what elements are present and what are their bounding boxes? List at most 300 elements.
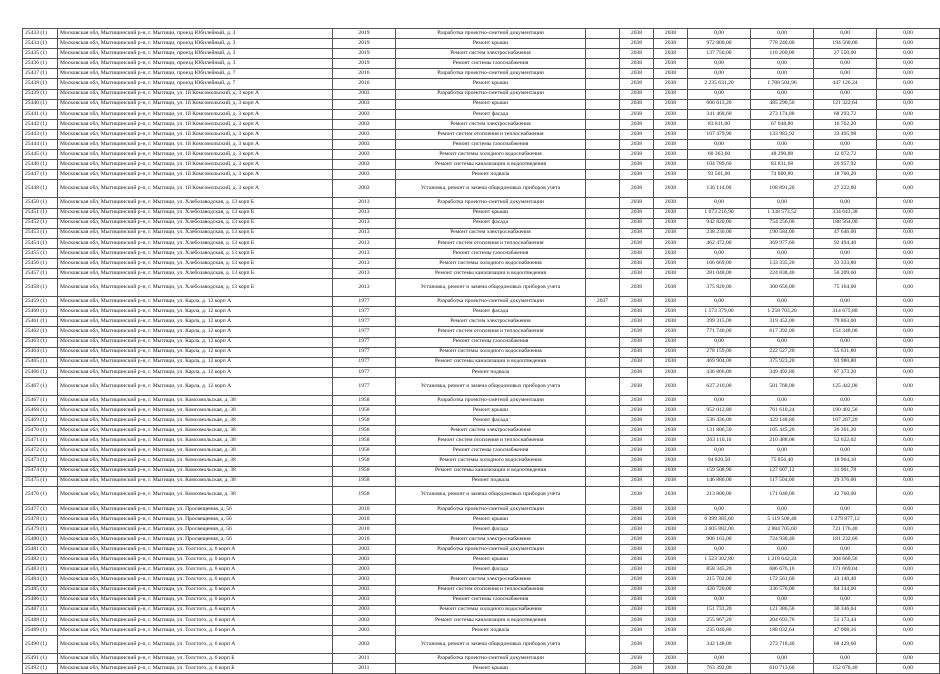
other-cost-cell: 0,00 — [877, 653, 940, 663]
end-year-cell: 2038 — [654, 416, 688, 426]
total-cost-cell: 137 750,00 — [688, 49, 751, 59]
table-row — [23, 279, 940, 297]
address-cell: Московская обл, Мытищинский р-н, г. Мытищи, ул. Карла, д. 12 корп А — [58, 367, 333, 377]
address-cell: Московская обл, Мытищинский р-н, г. Мытищи, ул. Хлебозаводская, д. 13 корп Б — [58, 238, 333, 248]
fund-cost-cell: 349 492,80 — [751, 367, 814, 377]
other-cost-cell: 0,00 — [877, 575, 940, 585]
table-row — [23, 377, 940, 395]
total-cost-cell: 462 472,00 — [688, 238, 751, 248]
other-cost-cell: 0,00 — [877, 555, 940, 565]
row-id-cell: 25453 (1) — [23, 228, 58, 238]
row-id-cell: 25464 (1) — [23, 347, 58, 357]
table-row — [23, 337, 940, 347]
table-row — [23, 595, 940, 605]
other-cost-cell: 0,00 — [877, 119, 940, 129]
plan-year-cell — [586, 595, 620, 605]
end-year-cell: 2038 — [654, 129, 688, 139]
plan-year-cell — [586, 49, 620, 59]
address-cell: Московская обл, Мытищинский р-н, г. Мытищи, ул. Толстого, д. 6 корп А — [58, 625, 333, 635]
plan-year-cell — [586, 545, 620, 555]
plan-year-cell — [586, 129, 620, 139]
plan-year-cell — [586, 279, 620, 297]
address-cell: Московская обл, Мытищинский р-н, г. Мытищи, ул. Карла, д. 12 корп А — [58, 337, 333, 347]
other-cost-cell: 0,00 — [877, 337, 940, 347]
table-row — [23, 307, 940, 317]
start-year-cell: 2038 — [620, 565, 654, 575]
work-type-cell: Ремонт фасада — [396, 218, 586, 228]
end-year-cell: 2038 — [654, 49, 688, 59]
row-id-cell: 25443 (1) — [23, 129, 58, 139]
fund-cost-cell: 0,00 — [751, 395, 814, 405]
work-type-cell: Разработка проектно-сметной документации — [396, 504, 586, 514]
build-year-cell: 1958 — [333, 426, 396, 436]
total-cost-cell: 0,00 — [688, 446, 751, 456]
total-cost-cell: 858 345,20 — [688, 565, 751, 575]
build-year-cell: 2003 — [333, 585, 396, 595]
row-id-cell: 25467 (1) — [23, 377, 58, 395]
capital-repair-table — [22, 28, 940, 674]
total-cost-cell: 972 800,00 — [688, 39, 751, 49]
table-row — [23, 504, 940, 514]
fund-cost-cell: 0,00 — [751, 59, 814, 69]
build-year-cell: 1958 — [333, 416, 396, 426]
build-year-cell: 2010 — [333, 514, 396, 524]
owners-cost-cell: 93 980,80 — [814, 357, 877, 367]
total-cost-cell: 342 148,00 — [688, 635, 751, 653]
start-year-cell: 2038 — [620, 180, 654, 198]
end-year-cell: 2038 — [654, 180, 688, 198]
plan-year-cell — [586, 555, 620, 565]
owners-cost-cell: 0,00 — [814, 395, 877, 405]
total-cost-cell: 3 605 882,00 — [688, 524, 751, 534]
row-id-cell: 25462 (1) — [23, 327, 58, 337]
owners-cost-cell: 84 144,00 — [814, 585, 877, 595]
end-year-cell: 2038 — [654, 347, 688, 357]
build-year-cell: 2003 — [333, 595, 396, 605]
work-type-cell: Ремонт крыши — [396, 99, 586, 109]
row-id-cell: 25457 (1) — [23, 269, 58, 279]
total-cost-cell: 341 468,60 — [688, 109, 751, 119]
plan-year-cell — [586, 605, 620, 615]
end-year-cell: 2038 — [654, 565, 688, 575]
build-year-cell: 2003 — [333, 555, 396, 565]
owners-cost-cell: 0,00 — [814, 140, 877, 150]
address-cell: Московская обл, Мытищинский р-н, г. Мытищи, ул. Карла, д. 12 корп А — [58, 297, 333, 307]
address-cell: Московская обл, Мытищинский р-н, г. Мытищи, ул. Карла, д. 12 корп А — [58, 357, 333, 367]
start-year-cell: 2038 — [620, 49, 654, 59]
other-cost-cell: 0,00 — [877, 140, 940, 150]
total-cost-cell: 771 740,00 — [688, 327, 751, 337]
work-type-cell: Ремонт крыши — [396, 208, 586, 218]
end-year-cell: 2038 — [654, 218, 688, 228]
table-row — [23, 129, 940, 139]
end-year-cell: 2038 — [654, 406, 688, 416]
address-cell: Московская обл, Мытищинский р-н, г. Мытищи, ул. Толстого, д. 6 корп А — [58, 605, 333, 615]
start-year-cell: 2038 — [620, 514, 654, 524]
total-cost-cell: 93 501,00 — [688, 170, 751, 180]
table-row — [23, 486, 940, 504]
work-type-cell: Ремонт системы канализации и водоотведения — [396, 466, 586, 476]
other-cost-cell: 0,00 — [877, 347, 940, 357]
address-cell: Московская обл, Мытищинский р-н, г. Мытищи, ул. Толстого, д. 6 корп А — [58, 575, 333, 585]
owners-cost-cell: 29 376,00 — [814, 476, 877, 486]
end-year-cell: 2038 — [654, 635, 688, 653]
end-year-cell: 2038 — [654, 258, 688, 268]
end-year-cell: 2038 — [654, 39, 688, 49]
address-cell: Московская обл, Мытищинский р-н, г. Мытищи, ул. Хлебозаводская, д. 13 корп Б — [58, 269, 333, 279]
work-type-cell: Установка, ремонт и замена общедомовых приборов учета — [396, 180, 586, 198]
table-row — [23, 208, 940, 218]
fund-cost-cell: 108 891,20 — [751, 180, 814, 198]
other-cost-cell: 0,00 — [877, 180, 940, 198]
table-row — [23, 29, 940, 39]
owners-cost-cell: 107 287,20 — [814, 416, 877, 426]
start-year-cell: 2038 — [620, 653, 654, 663]
build-year-cell: 2013 — [333, 269, 396, 279]
fund-cost-cell: 171 040,00 — [751, 486, 814, 504]
owners-cost-cell: 20 957,92 — [814, 160, 877, 170]
address-cell: Московская обл, Мытищинский р-н, г. Мытищи, ул. 1й Комсомольский, д. 3 корп А — [58, 89, 333, 99]
work-type-cell: Ремонт системы холодного водоснабжения — [396, 258, 586, 268]
end-year-cell: 2038 — [654, 150, 688, 160]
address-cell: Московская обл, Мытищинский р-н, г. Мытищи, проезд Юбилейный, д. 7 — [58, 69, 333, 79]
row-id-cell: 25479 (1) — [23, 524, 58, 534]
other-cost-cell: 0,00 — [877, 514, 940, 524]
plan-year-cell — [586, 575, 620, 585]
total-cost-cell: 1 673 216,90 — [688, 208, 751, 218]
end-year-cell: 2038 — [654, 377, 688, 395]
other-cost-cell: 0,00 — [877, 605, 940, 615]
end-year-cell: 2038 — [654, 395, 688, 405]
row-id-cell: 25473 (1) — [23, 456, 58, 466]
work-type-cell: Установка, ремонт и замена общедомовых приборов учета — [396, 635, 586, 653]
owners-cost-cell: 0,00 — [814, 595, 877, 605]
total-cost-cell: 1 573 379,00 — [688, 307, 751, 317]
table-row — [23, 476, 940, 486]
owners-cost-cell: 56 209,60 — [814, 269, 877, 279]
work-type-cell: Ремонт системы газоснабжения — [396, 59, 586, 69]
owners-cost-cell: 447 126,24 — [814, 79, 877, 89]
end-year-cell: 2038 — [654, 514, 688, 524]
row-id-cell: 25460 (1) — [23, 307, 58, 317]
other-cost-cell: 0,00 — [877, 524, 940, 534]
table-row — [23, 615, 940, 625]
row-id-cell: 25434 (1) — [23, 39, 58, 49]
total-cost-cell: 0,00 — [688, 140, 751, 150]
row-id-cell: 25478 (1) — [23, 514, 58, 524]
address-cell: Московская обл, Мытищинский р-н, г. Мытищи, ул. Толстого, д. 6 корп Б — [58, 653, 333, 663]
table-row — [23, 198, 940, 208]
fund-cost-cell: 300 656,00 — [751, 279, 814, 297]
table-row — [23, 416, 940, 426]
plan-year-cell — [586, 208, 620, 218]
work-type-cell: Ремонт фасада — [396, 524, 586, 534]
table-row — [23, 39, 940, 49]
address-cell: Московская обл, Мытищинский р-н, г. Мытищи, проезд Юбилейный, д. 3 — [58, 29, 333, 39]
end-year-cell: 2038 — [654, 248, 688, 258]
work-type-cell: Ремонт системы холодного водоснабжения — [396, 605, 586, 615]
fund-cost-cell: 67 048,80 — [751, 119, 814, 129]
fund-cost-cell: 2 884 705,60 — [751, 524, 814, 534]
plan-year-cell — [586, 39, 620, 49]
build-year-cell: 2013 — [333, 208, 396, 218]
end-year-cell: 2038 — [654, 69, 688, 79]
plan-year-cell — [586, 228, 620, 238]
start-year-cell: 2038 — [620, 436, 654, 446]
start-year-cell: 2038 — [620, 160, 654, 170]
total-cost-cell: 146 880,00 — [688, 476, 751, 486]
row-id-cell: 25438 (1) — [23, 79, 58, 89]
build-year-cell: 2013 — [333, 248, 396, 258]
other-cost-cell: 0,00 — [877, 416, 940, 426]
start-year-cell: 2038 — [620, 119, 654, 129]
row-id-cell: 25445 (1) — [23, 150, 58, 160]
table-row — [23, 89, 940, 99]
address-cell: Московская обл, Мытищинский р-н, г. Мытищи, ул. Толстого, д. 6 корп А — [58, 615, 333, 625]
fund-cost-cell: 761 610,24 — [751, 406, 814, 416]
other-cost-cell: 0,00 — [877, 317, 940, 327]
address-cell: Московская обл, Мытищинский р-н, г. Мытищи, ул. Толстого, д. 6 корп А — [58, 595, 333, 605]
other-cost-cell: 0,00 — [877, 129, 940, 139]
start-year-cell: 2038 — [620, 524, 654, 534]
plan-year-cell — [586, 436, 620, 446]
total-cost-cell: 167 479,90 — [688, 129, 751, 139]
address-cell: Московская обл, Мытищинский р-н, г. Мытищи, ул. Комсомольская, д. 38 — [58, 406, 333, 416]
end-year-cell: 2038 — [654, 198, 688, 208]
plan-year-cell — [586, 180, 620, 198]
work-type-cell: Ремонт систем отопления и теплоснабжения — [396, 129, 586, 139]
address-cell: Московская обл, Мытищинский р-н, г. Мытищи, ул. Хлебозаводская, д. 13 корп Б — [58, 198, 333, 208]
build-year-cell: 1958 — [333, 406, 396, 416]
work-type-cell: Ремонт системы газоснабжения — [396, 337, 586, 347]
total-cost-cell: 94 820,50 — [688, 456, 751, 466]
build-year-cell: 2003 — [333, 615, 396, 625]
owners-cost-cell: 0,00 — [814, 59, 877, 69]
row-id-cell: 25447 (1) — [23, 170, 58, 180]
build-year-cell: 1977 — [333, 317, 396, 327]
plan-year-cell — [586, 218, 620, 228]
table-row — [23, 69, 940, 79]
start-year-cell: 2038 — [620, 150, 654, 160]
plan-year-cell — [586, 653, 620, 663]
owners-cost-cell: 152 678,40 — [814, 664, 877, 674]
table-row — [23, 49, 940, 59]
start-year-cell: 2038 — [620, 486, 654, 504]
table-row — [23, 664, 940, 674]
start-year-cell: 2038 — [620, 337, 654, 347]
owners-cost-cell: 0,00 — [814, 198, 877, 208]
owners-cost-cell: 171 669,04 — [814, 565, 877, 575]
other-cost-cell: 0,00 — [877, 504, 940, 514]
address-cell: Московская обл, Мытищинский р-н, г. Мытищи, ул. 1й Комсомольский, д. 3 корп А — [58, 140, 333, 150]
row-id-cell: 25433 (1) — [23, 29, 58, 39]
table-row — [23, 180, 940, 198]
end-year-cell: 2038 — [654, 297, 688, 307]
row-id-cell: 25459 (1) — [23, 297, 58, 307]
build-year-cell: 2003 — [333, 150, 396, 160]
build-year-cell: 1977 — [333, 297, 396, 307]
owners-cost-cell: 190 402,56 — [814, 406, 877, 416]
row-id-cell: 25472 (1) — [23, 446, 58, 456]
total-cost-cell: 763 392,00 — [688, 664, 751, 674]
end-year-cell: 2038 — [654, 575, 688, 585]
total-cost-cell: 263 110,10 — [688, 436, 751, 446]
total-cost-cell: 0,00 — [688, 69, 751, 79]
work-type-cell: Разработка проектно-сметной документации — [396, 29, 586, 39]
other-cost-cell: 0,00 — [877, 49, 940, 59]
total-cost-cell: 0,00 — [688, 595, 751, 605]
fund-cost-cell: 210 488,08 — [751, 436, 814, 446]
build-year-cell: 2013 — [333, 279, 396, 297]
work-type-cell: Ремонт системы холодного водоснабжения — [396, 456, 586, 466]
work-type-cell: Ремонт систем электроснабжения — [396, 228, 586, 238]
owners-cost-cell: 42 760,00 — [814, 486, 877, 504]
fund-cost-cell: 110 200,00 — [751, 49, 814, 59]
address-cell: Московская обл, Мытищинский р-н, г. Мытищи, ул. Хлебозаводская, д. 13 корп Б — [58, 279, 333, 297]
other-cost-cell: 0,00 — [877, 160, 940, 170]
other-cost-cell: 0,00 — [877, 208, 940, 218]
row-id-cell: 25481 (1) — [23, 545, 58, 555]
work-type-cell: Ремонт системы канализации и водоотведения — [396, 357, 586, 367]
fund-cost-cell: 0,00 — [751, 545, 814, 555]
total-cost-cell: 6 399 385,60 — [688, 514, 751, 524]
owners-cost-cell: 194 560,00 — [814, 39, 877, 49]
end-year-cell: 2038 — [654, 307, 688, 317]
start-year-cell: 2038 — [620, 476, 654, 486]
build-year-cell: 2011 — [333, 664, 396, 674]
other-cost-cell: 0,00 — [877, 535, 940, 545]
row-id-cell: 25446 (1) — [23, 160, 58, 170]
fund-cost-cell: 0,00 — [751, 595, 814, 605]
total-cost-cell: 952 012,80 — [688, 406, 751, 416]
start-year-cell: 2038 — [620, 605, 654, 615]
plan-year-cell — [586, 456, 620, 466]
table-row — [23, 545, 940, 555]
end-year-cell: 2038 — [654, 504, 688, 514]
fund-cost-cell: 686 676,16 — [751, 565, 814, 575]
row-id-cell: 25490 (1) — [23, 635, 58, 653]
other-cost-cell: 0,00 — [877, 297, 940, 307]
work-type-cell: Ремонт систем отопления и теплоснабжения — [396, 238, 586, 248]
start-year-cell: 2038 — [620, 208, 654, 218]
fund-cost-cell: 0,00 — [751, 337, 814, 347]
fund-cost-cell: 485 290,56 — [751, 99, 814, 109]
table-row — [23, 228, 940, 238]
fund-cost-cell: 1 258 703,20 — [751, 307, 814, 317]
start-year-cell: 2038 — [620, 426, 654, 436]
row-id-cell: 25477 (1) — [23, 504, 58, 514]
address-cell: Московская обл, Мытищинский р-н, г. Мытищи, ул. Комсомольская, д. 38 — [58, 486, 333, 504]
end-year-cell: 2038 — [654, 29, 688, 39]
row-id-cell: 25463 (1) — [23, 337, 58, 347]
row-id-cell: 25455 (1) — [23, 248, 58, 258]
table-row — [23, 317, 940, 327]
other-cost-cell: 0,00 — [877, 585, 940, 595]
total-cost-cell: 131 806,50 — [688, 426, 751, 436]
total-cost-cell: 215 702,00 — [688, 575, 751, 585]
work-type-cell: Ремонт систем отопления и теплоснабжения — [396, 436, 586, 446]
row-id-cell: 25467 (1) — [23, 395, 58, 405]
start-year-cell: 2038 — [620, 218, 654, 228]
work-type-cell: Ремонт системы канализации и водоотведения — [396, 160, 586, 170]
end-year-cell: 2038 — [654, 605, 688, 615]
build-year-cell: 2003 — [333, 635, 396, 653]
total-cost-cell: 0,00 — [688, 504, 751, 514]
build-year-cell: 2016 — [333, 79, 396, 89]
build-year-cell: 1977 — [333, 377, 396, 395]
end-year-cell: 2038 — [654, 357, 688, 367]
end-year-cell: 2038 — [654, 595, 688, 605]
work-type-cell: Разработка проектно-сметной документации — [396, 297, 586, 307]
row-id-cell: 25482 (1) — [23, 555, 58, 565]
work-type-cell: Ремонт систем электроснабжения — [396, 575, 586, 585]
build-year-cell: 2019 — [333, 59, 396, 69]
end-year-cell: 2038 — [654, 327, 688, 337]
total-cost-cell: 278 159,00 — [688, 347, 751, 357]
end-year-cell: 2038 — [654, 436, 688, 446]
end-year-cell: 2038 — [654, 79, 688, 89]
other-cost-cell: 0,00 — [877, 486, 940, 504]
end-year-cell: 2038 — [654, 524, 688, 534]
table-row — [23, 395, 940, 405]
end-year-cell: 2038 — [654, 109, 688, 119]
fund-cost-cell: 127 607,12 — [751, 466, 814, 476]
other-cost-cell: 0,00 — [877, 258, 940, 268]
table-row — [23, 367, 940, 377]
work-type-cell: Разработка проектно-сметной документации — [396, 395, 586, 405]
owners-cost-cell: 79 863,00 — [814, 317, 877, 327]
build-year-cell: 2003 — [333, 89, 396, 99]
row-id-cell: 25474 (1) — [23, 466, 58, 476]
other-cost-cell: 0,00 — [877, 99, 940, 109]
work-type-cell: Установка, ремонт и замена общедомовых приборов учета — [396, 279, 586, 297]
other-cost-cell: 0,00 — [877, 476, 940, 486]
work-type-cell: Ремонт систем электроснабжения — [396, 119, 586, 129]
start-year-cell: 2038 — [620, 395, 654, 405]
build-year-cell: 2003 — [333, 170, 396, 180]
table-row — [23, 99, 940, 109]
start-year-cell: 2038 — [620, 198, 654, 208]
other-cost-cell: 0,00 — [877, 279, 940, 297]
build-year-cell: 2010 — [333, 535, 396, 545]
build-year-cell: 2019 — [333, 39, 396, 49]
fund-cost-cell: 0,00 — [751, 297, 814, 307]
work-type-cell: Ремонт систем электроснабжения — [396, 426, 586, 436]
address-cell: Московская обл, Мытищинский р-н, г. Мытищи, ул. Комсомольская, д. 38 — [58, 446, 333, 456]
row-id-cell: 25486 (1) — [23, 595, 58, 605]
plan-year-cell — [586, 535, 620, 545]
owners-cost-cell: 47 646,00 — [814, 228, 877, 238]
address-cell: Московская обл, Мытищинский р-н, г. Мытищи, ул. Карла, д. 12 корп А — [58, 347, 333, 357]
plan-year-cell — [586, 426, 620, 436]
owners-cost-cell: 68 293,72 — [814, 109, 877, 119]
plan-year-cell — [586, 170, 620, 180]
table-row — [23, 635, 940, 653]
table-row — [23, 514, 940, 524]
owners-cost-cell: 188 564,00 — [814, 218, 877, 228]
table-row — [23, 446, 940, 456]
end-year-cell: 2038 — [654, 279, 688, 297]
row-id-cell: 25442 (1) — [23, 119, 58, 129]
work-type-cell: Разработка проектно-сметной документации — [396, 69, 586, 79]
table-body — [23, 29, 940, 674]
fund-cost-cell: 724 930,40 — [751, 535, 814, 545]
fund-cost-cell: 204 693,76 — [751, 615, 814, 625]
row-id-cell: 25468 (1) — [23, 406, 58, 416]
fund-cost-cell: 610 713,60 — [751, 664, 814, 674]
work-type-cell: Ремонт подвала — [396, 625, 586, 635]
build-year-cell: 2013 — [333, 198, 396, 208]
